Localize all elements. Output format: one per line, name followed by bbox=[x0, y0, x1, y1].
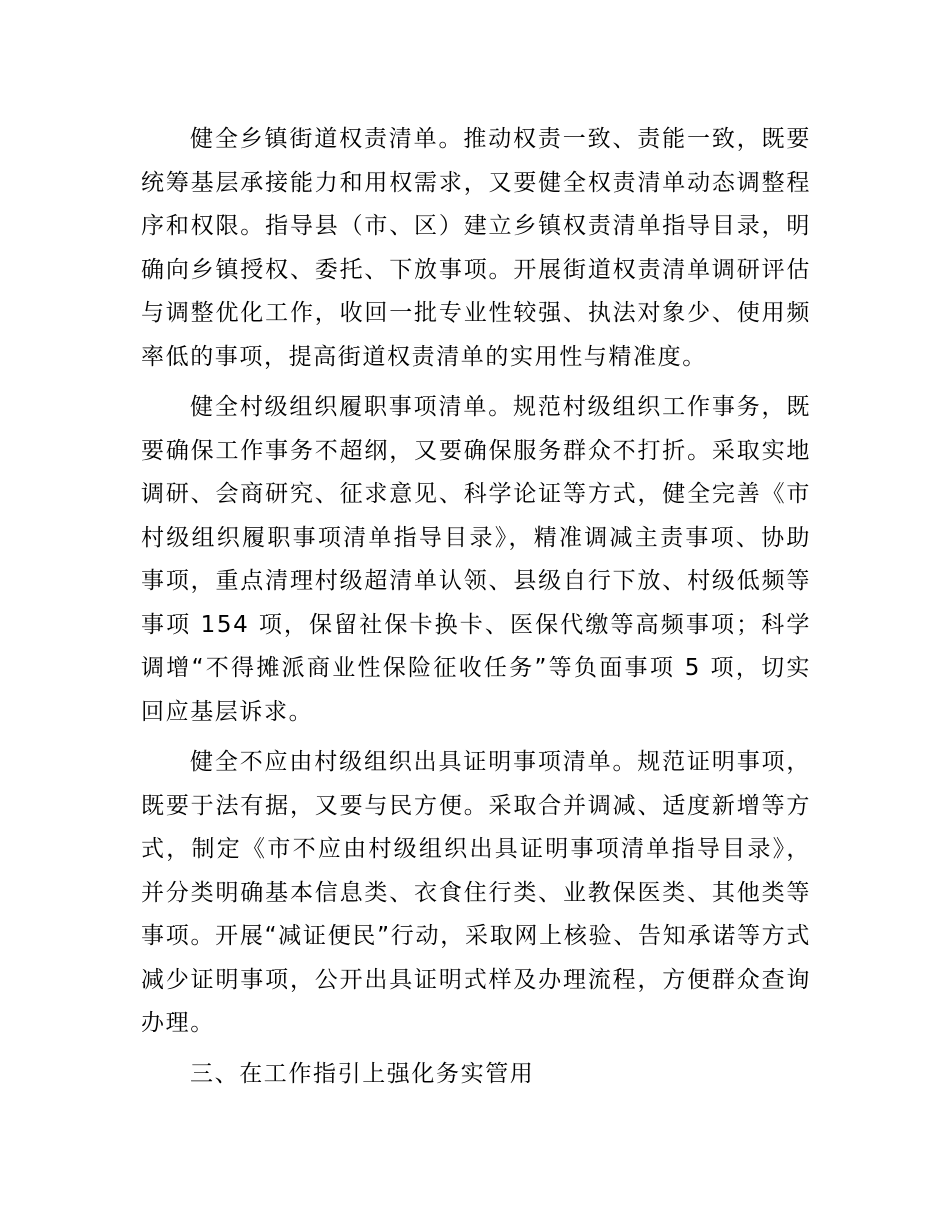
paragraph-village-certificate-list: 健全不应由村级组织出具证明事项清单。规范证明事项，既要于法有据，又要与民方便。采取合并调减、适度新增等方式，制定《市不应由村级组织出具证明事项清单指导目录》，并分类明确基本信息类、衣食住行类、业教保医类、其他类等事项。开展“减证便民”行动，采取网上核验、告知承诺等方式减少证明事项，公开出具证明式样及办理流程，方便群众查询办理。 bbox=[141, 749, 811, 1036]
document-body bbox=[141, 118, 811, 1096]
section-heading: 三、在工作指引上强化务实管用 bbox=[190, 1060, 535, 1087]
paragraph-village-duty-list: 健全村级组织履职事项清单。规范村级组织工作事务，既要确保工作事务不超纲，又要确保服务群众不打折。采取实地调研、会商研究、征求意见、科学论证等方式，健全完善《市村级组织履职事项清单指导目录》，精准调减主责事项、协助事项，重点清理村级超清单认领、县级自行下放、村级低频等事项 154 项，保留社保卡换卡、医保代缴等高频事项；科学调增“不得摊派商业性保险征收任务”等负面事项 5 项，切实回应基层诉求。 bbox=[141, 394, 811, 725]
paragraph-township-responsibility-list: 健全乡镇街道权责清单。推动权责一致、责能一致，既要统筹基层承接能力和用权需求，又要健全权责清单动态调整程序和权限。指导县（市、区）建立乡镇权责清单指导目录，明确向乡镇授权、委托、下放事项。开展街道权责清单调研评估与调整优化工作，收回一批专业性较强、执法对象少、使用频率低的事项，提高街道权责清单的实用性与精准度。 bbox=[141, 126, 811, 370]
